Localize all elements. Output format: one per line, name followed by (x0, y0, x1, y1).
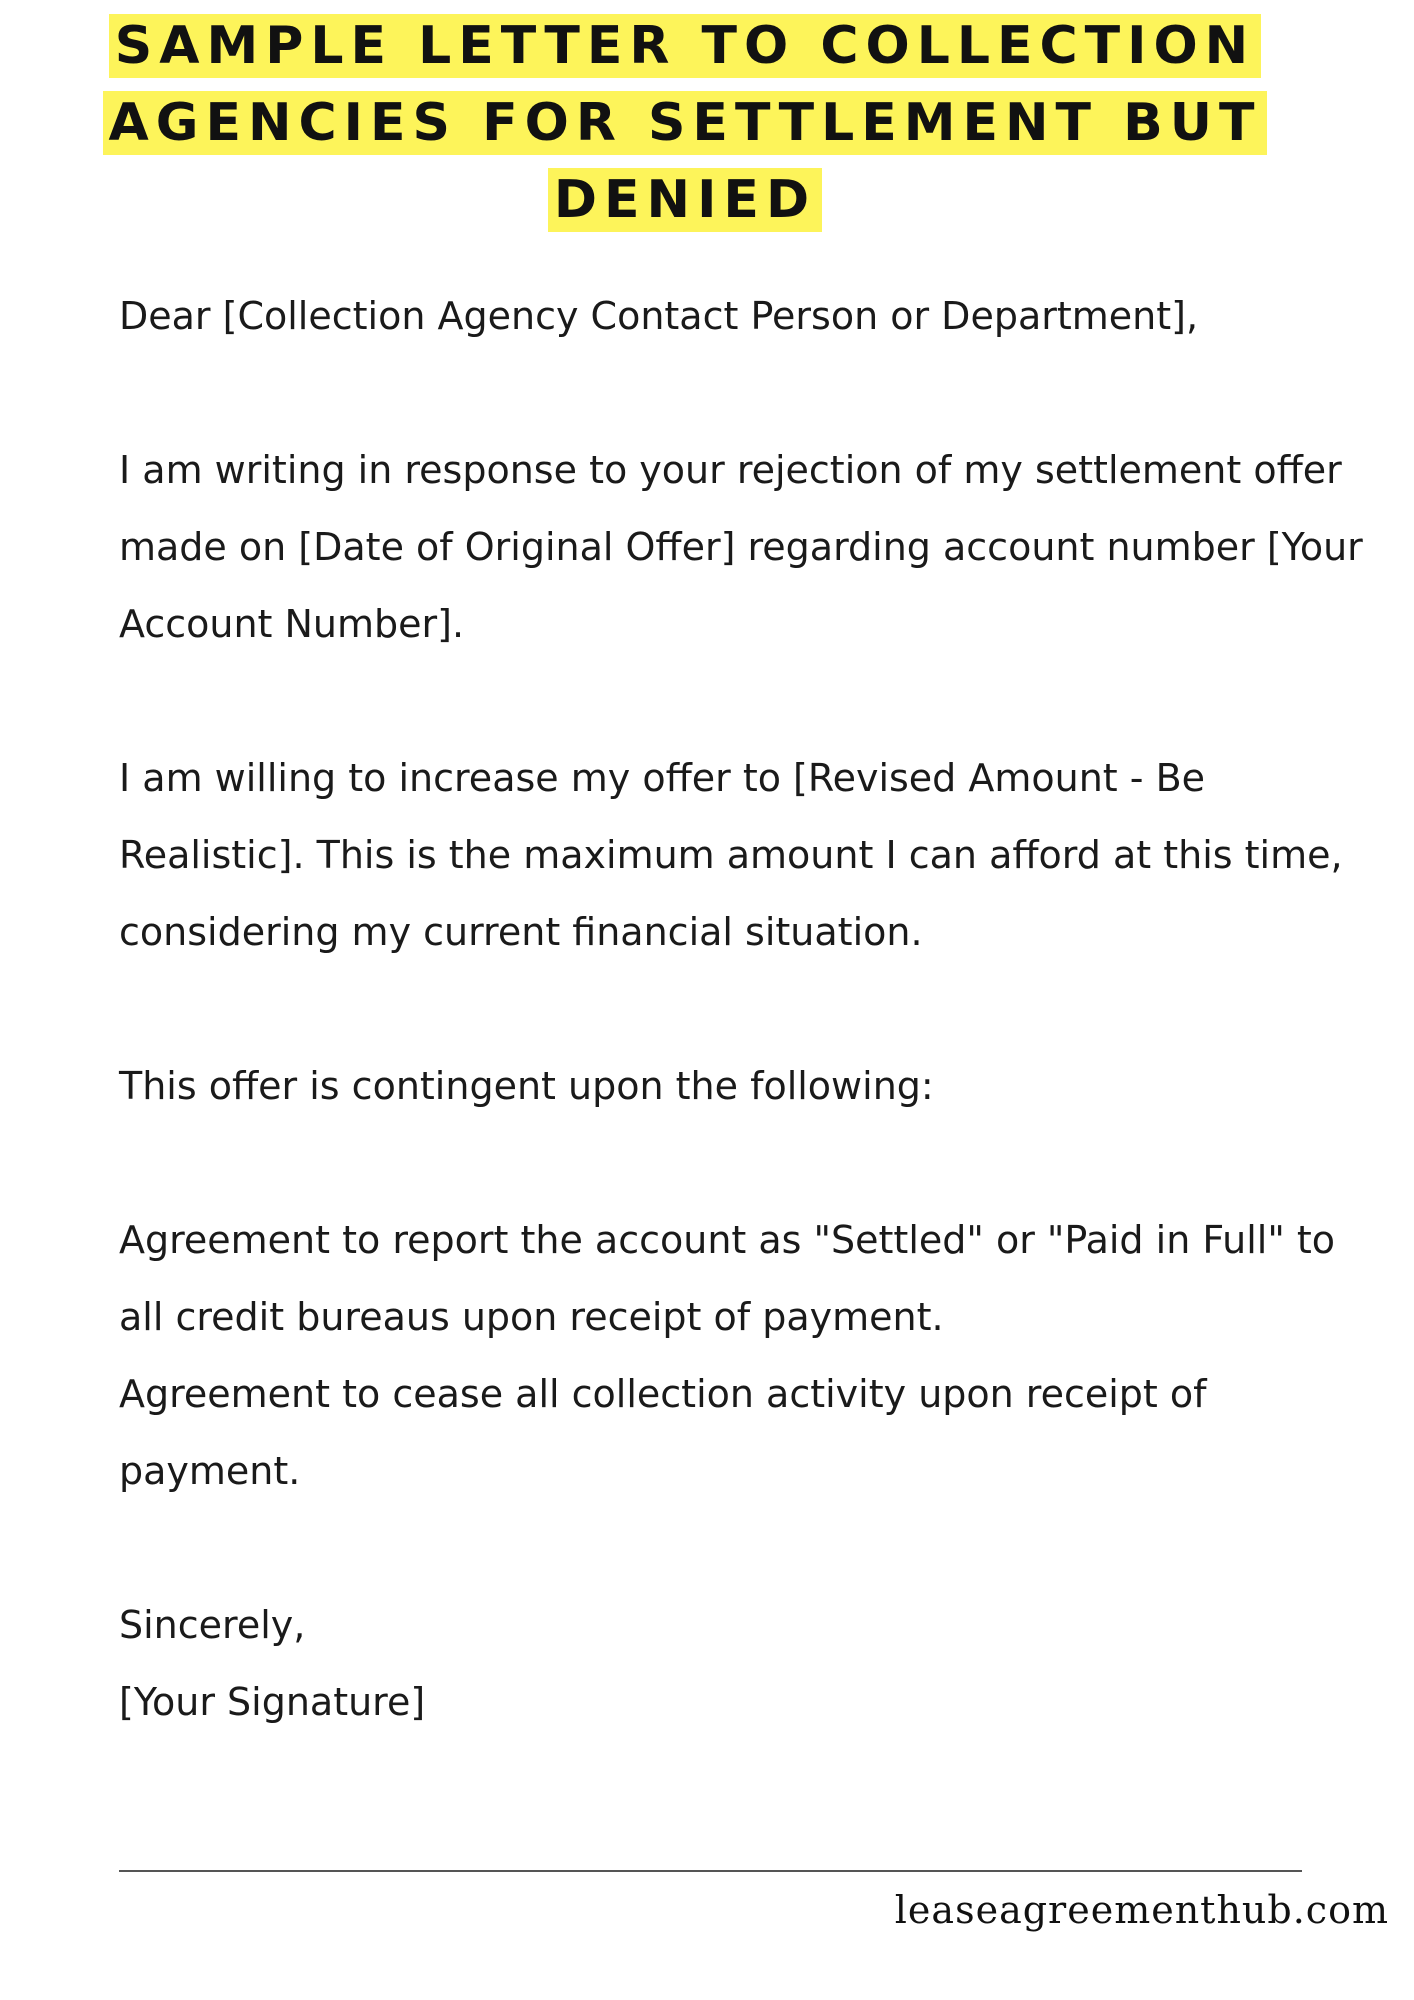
closing: Sincerely, (119, 1603, 306, 1647)
title-line-1: SAMPLE LETTER TO COLLECTION (109, 14, 1261, 78)
paragraph-revised-offer: I am willing to increase my offer to [Revised Amount - Be Realistic]. This is the maximum amount I can afford at this time, considering my current financial situation. (119, 756, 1343, 954)
condition-cease-collection: Agreement to cease all collection activity upon receipt of payment. (119, 1372, 1207, 1493)
condition-report-settled: Agreement to report the account as "Settled" or "Paid in Full" to all credit bureaus upon receipt of payment. (119, 1218, 1336, 1339)
signature-placeholder: [Your Signature] (119, 1680, 426, 1724)
paragraph-response: I am writing in response to your rejection of my settlement offer made on [Date of Original Offer] regarding account number [Your Account Number]. (119, 448, 1363, 646)
footer-divider (119, 1870, 1302, 1872)
footer-website: leaseagreementhub.com (894, 1888, 1389, 1932)
title-line-3: DENIED (548, 168, 822, 232)
letter-body (119, 278, 1369, 1741)
salutation: Dear [Collection Agency Contact Person or Department], (119, 294, 1199, 338)
title-line-2: AGENCIES FOR SETTLEMENT BUT (103, 91, 1268, 155)
paragraph-contingent: This offer is contingent upon the following: (119, 1064, 934, 1108)
letter-title (0, 14, 1370, 245)
